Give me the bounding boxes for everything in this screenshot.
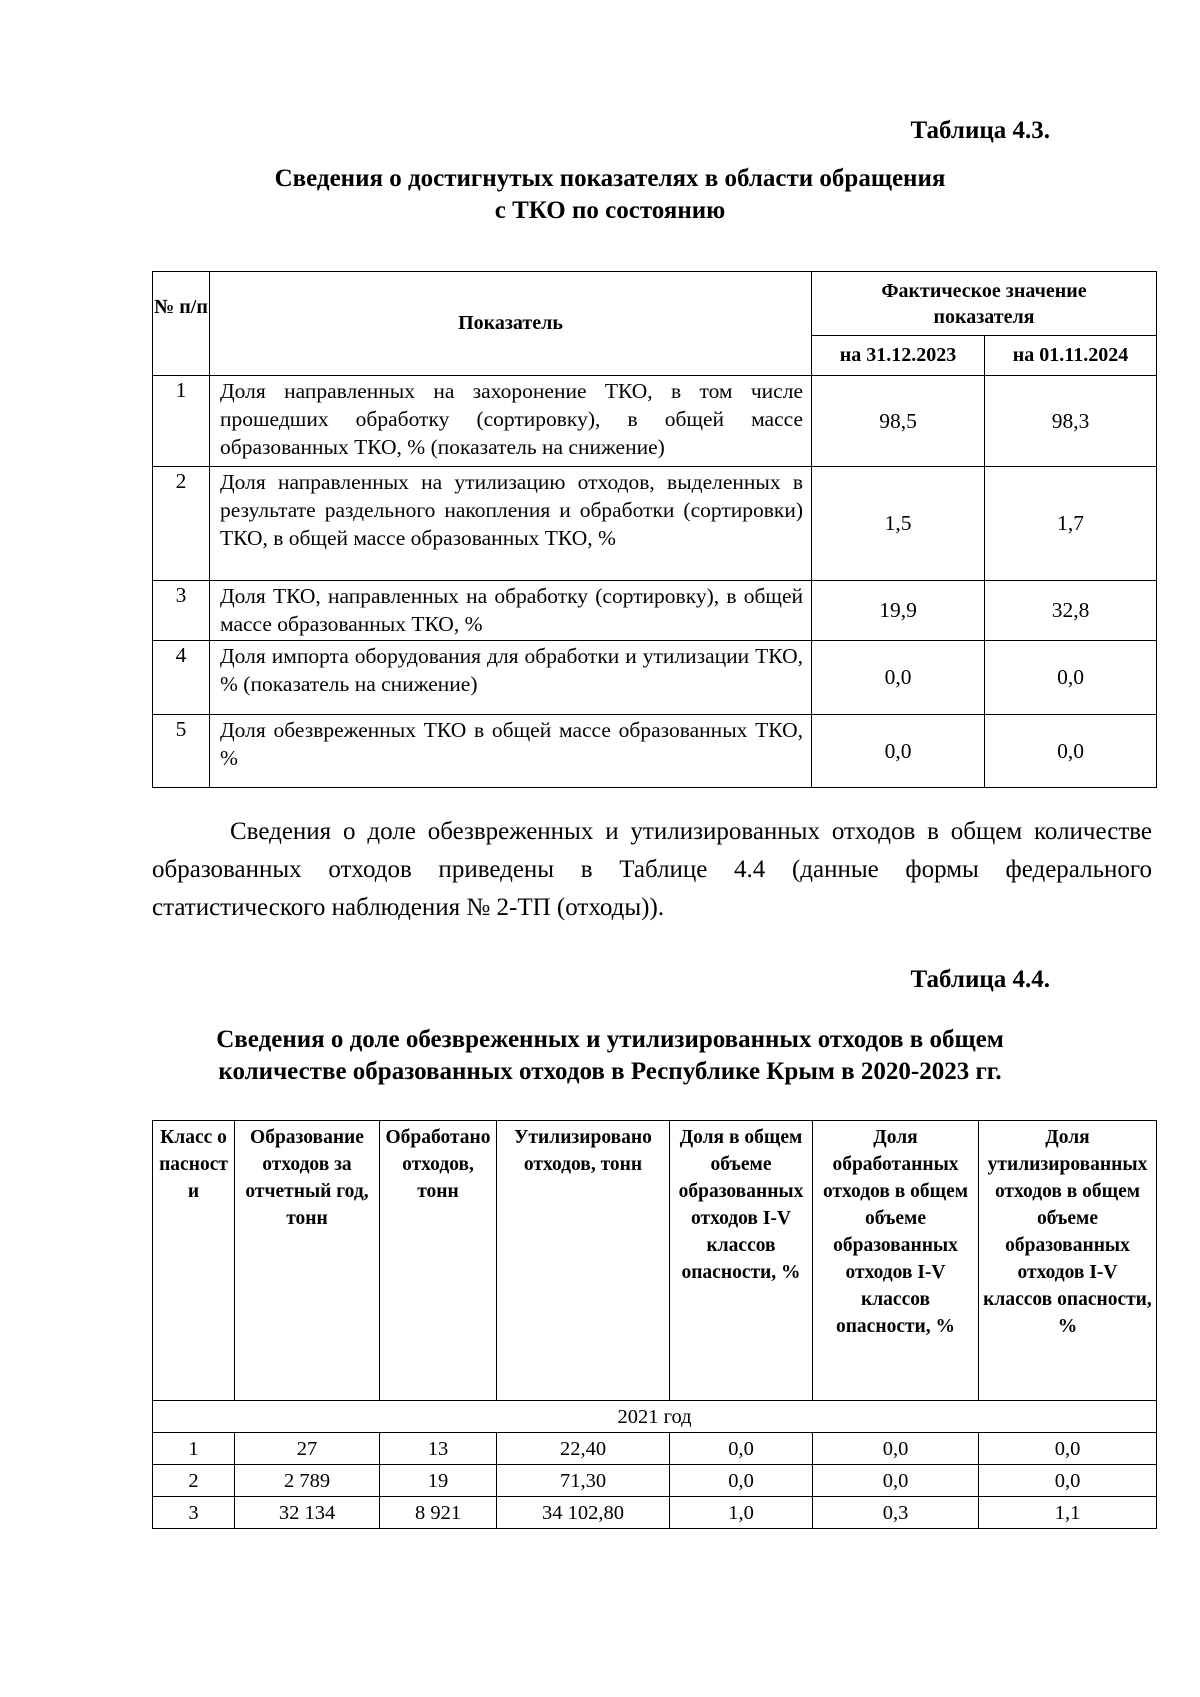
cell-share-total: 0,0	[670, 1465, 813, 1497]
cell-hazard-class: 2	[153, 1465, 235, 1497]
table-row	[153, 1433, 1157, 1465]
table-4-3-title-line2: с ТКО по состоянию	[494, 197, 726, 224]
table-row	[153, 1497, 1157, 1529]
cell-hazard-class: 1	[153, 1433, 235, 1465]
row-value-2023: 0,0	[812, 641, 985, 715]
cell-generated: 32 134	[235, 1497, 380, 1529]
row-value-2023: 19,9	[812, 581, 985, 641]
row-num: 5	[153, 715, 210, 788]
cell-share-processed: 0,0	[813, 1465, 979, 1497]
cell-processed: 19	[380, 1465, 497, 1497]
row-num: 1	[153, 376, 210, 467]
table-4-4	[152, 1120, 1157, 1529]
table-4-3	[152, 271, 1157, 788]
row-indicator: Доля ТКО, направленных на обработку (сортировку), в общей массе образованных ТКО, %	[210, 581, 812, 641]
row-num: 2	[153, 467, 210, 581]
row-value-2024: 98,3	[985, 376, 1157, 467]
cell-utilized: 71,30	[497, 1465, 670, 1497]
cell-generated: 2 789	[235, 1465, 380, 1497]
table-4-4-title-line1: Сведения о доле обезвреженных и утилизированных отходов в общем	[216, 1026, 1004, 1053]
table-row	[153, 467, 1157, 581]
row-indicator: Доля обезвреженных ТКО в общей массе образованных ТКО, %	[210, 715, 812, 788]
table-4-4-title	[150, 1024, 1070, 1088]
row-value-2023: 0,0	[812, 715, 985, 788]
row-indicator: Доля импорта оборудования для обработки и утилизации ТКО, % (показатель на снижение)	[210, 641, 812, 715]
cell-processed: 13	[380, 1433, 497, 1465]
table-4-3-title	[150, 163, 1070, 227]
cell-share-processed: 0,3	[813, 1497, 979, 1529]
cell-share-total: 1,0	[670, 1497, 813, 1529]
header-indicator: Показатель	[210, 272, 812, 376]
row-value-2023: 1,5	[812, 467, 985, 581]
table-row	[153, 715, 1157, 788]
table-row	[153, 641, 1157, 715]
header-num: № п/п	[153, 272, 210, 376]
cell-hazard-class: 3	[153, 1497, 235, 1529]
cell-share-utilized: 1,1	[979, 1497, 1157, 1529]
table-4-4-label: Таблица 4.4.	[910, 966, 1050, 993]
header-actual-value: Фактическое значение показателя	[812, 272, 1157, 336]
row-value-2024: 0,0	[985, 641, 1157, 715]
table-4-3-title-line1: Сведения о достигнутых показателях в области обращения	[274, 165, 946, 192]
header-date-2024: на 01.11.2024	[985, 336, 1157, 376]
header-waste-utilized: Утилизировано отходов, тонн	[497, 1121, 670, 1401]
header-waste-processed: Обработано отходов, тонн	[380, 1121, 497, 1401]
cell-share-utilized: 0,0	[979, 1465, 1157, 1497]
table-row	[153, 581, 1157, 641]
cell-share-total: 0,0	[670, 1433, 813, 1465]
table-row	[153, 1465, 1157, 1497]
cell-utilized: 22,40	[497, 1433, 670, 1465]
table-4-4-title-line2: количестве образованных отходов в Республике Крым в 2020-2023 гг.	[218, 1058, 1002, 1085]
table-4-3-label: Таблица 4.3.	[910, 117, 1050, 144]
row-num: 4	[153, 641, 210, 715]
cell-processed: 8 921	[380, 1497, 497, 1529]
body-paragraph: Сведения о доле обезвреженных и утилизированных отходов в общем количестве образованных отходов приведены в Таблице 4.4 (данные формы федерального статистического наблюдения № 2-ТП (отходы)).	[152, 818, 1152, 921]
header-share-processed: Доля обработанных отходов в общем объеме образованных отходов I-V классов опасности, %	[813, 1121, 979, 1401]
table-row	[153, 376, 1157, 467]
row-value-2024: 32,8	[985, 581, 1157, 641]
header-share-total: Доля в общем объеме образованных отходов I-V классов опасности, %	[670, 1121, 813, 1401]
cell-utilized: 34 102,80	[497, 1497, 670, 1529]
cell-generated: 27	[235, 1433, 380, 1465]
header-waste-generated: Образование отходов за отчетный год, тонн	[235, 1121, 380, 1401]
row-value-2024: 1,7	[985, 467, 1157, 581]
year-row	[153, 1401, 1157, 1433]
row-indicator: Доля направленных на утилизацию отходов, выделенных в результате раздельного накопления и обработки (сортировки) ТКО, в общей массе образованных ТКО, %	[210, 467, 812, 581]
header-hazard-class: Класс опасности	[153, 1121, 235, 1401]
header-share-utilized: Доля утилизированных отходов в общем объеме образованных отходов I-V классов опасности, %	[979, 1121, 1157, 1401]
row-indicator: Доля направленных на захоронение ТКО, в том числе прошедших обработку (сортировку), в общей массе образованных ТКО, % (показатель на снижение)	[210, 376, 812, 467]
cell-share-processed: 0,0	[813, 1433, 979, 1465]
cell-share-utilized: 0,0	[979, 1433, 1157, 1465]
header-date-2023: на 31.12.2023	[812, 336, 985, 376]
year-label: 2021 год	[153, 1401, 1157, 1433]
row-value-2023: 98,5	[812, 376, 985, 467]
row-value-2024: 0,0	[985, 715, 1157, 788]
row-num: 3	[153, 581, 210, 641]
